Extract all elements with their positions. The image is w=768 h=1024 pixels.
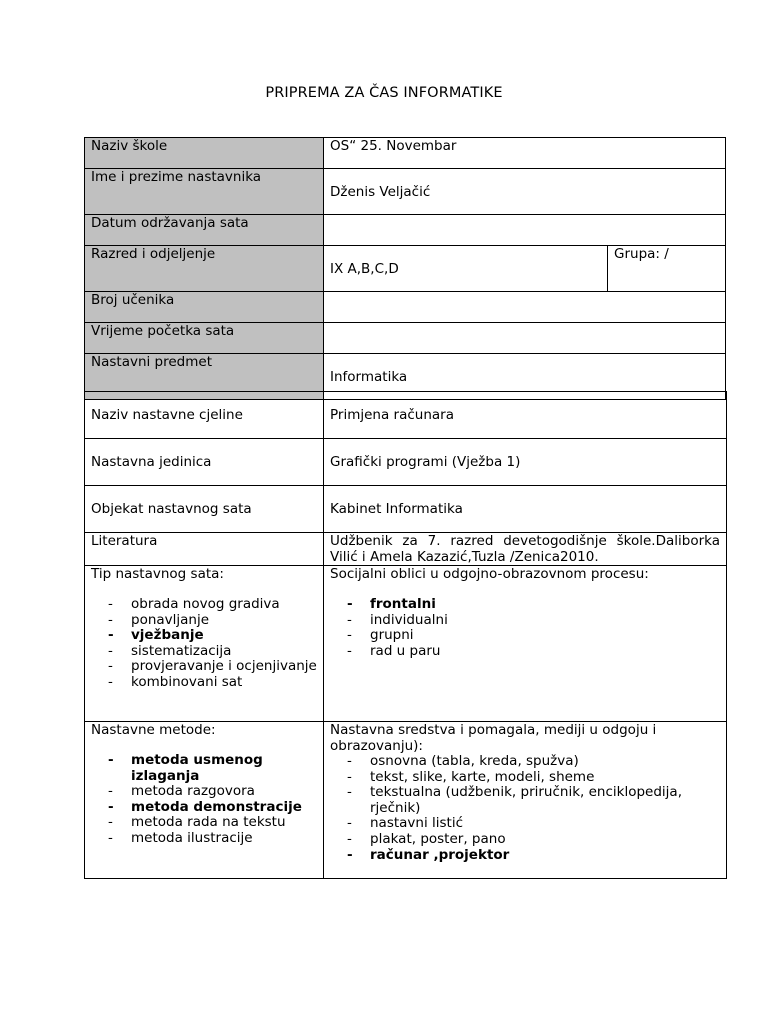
school-label: Naziv škole: [85, 138, 324, 169]
unit-value: Primjena računara: [324, 392, 727, 439]
table-row: [85, 486, 727, 533]
subject-label: Nastavni predmet: [85, 354, 324, 400]
table-row: [85, 138, 726, 169]
info-table: [84, 137, 726, 400]
group-label: Grupa: /: [608, 246, 726, 292]
methods-cell: [85, 722, 324, 879]
lesson-type-list: [91, 597, 317, 691]
list-item: - rad u paru: [330, 644, 720, 660]
teacher-value: Dženis Veljačić: [324, 169, 726, 215]
methods-list: [91, 753, 317, 847]
table-row: [85, 392, 727, 439]
social-forms-list: [330, 597, 720, 659]
document-title: PRIPREMA ZA ČAS INFORMATIKE: [265, 85, 503, 101]
lesson-type-label: Tip nastavnog sata:: [91, 566, 224, 582]
methods-label: Nastavne metode:: [91, 722, 216, 738]
unit-label: Naziv nastavne cjeline: [85, 392, 324, 439]
social-forms-label: Socijalni oblici u odgojno-obrazovnom procesu:: [330, 566, 649, 582]
teacher-label: Ime i prezime nastavnika: [85, 169, 324, 215]
table-row: [85, 566, 727, 722]
list-item: - tekst, slike, karte, modeli, sheme: [330, 770, 720, 786]
list-item: - provjeravanje i ocjenjivanje: [91, 659, 317, 675]
students-value[interactable]: [324, 292, 726, 323]
object-value: Kabinet Informatika: [324, 486, 727, 533]
list-item: - vježbanje: [91, 628, 317, 644]
table-row: [85, 439, 727, 486]
list-item: - obrada novog gradiva: [91, 597, 317, 613]
table-row: [85, 292, 726, 323]
lesson-type-cell: [85, 566, 324, 722]
date-value[interactable]: [324, 215, 726, 246]
topic-label: Nastavna jedinica: [85, 439, 324, 486]
table-row: [85, 215, 726, 246]
list-item: - metoda rada na tekstu: [91, 815, 317, 831]
lesson-table: [84, 391, 727, 879]
class-label: Razred i odjeljenje: [85, 246, 324, 292]
start-time-value[interactable]: [324, 323, 726, 354]
literature-label: Literatura: [85, 533, 324, 566]
list-item: - kombinovani sat: [91, 675, 317, 691]
table-row: [85, 722, 727, 879]
topic-value: Grafički programi (Vježba 1): [324, 439, 727, 486]
table-row: [85, 323, 726, 354]
list-item: - individualni: [330, 613, 720, 629]
class-value: IX A,B,C,D: [324, 246, 608, 292]
social-forms-cell: [324, 566, 727, 722]
date-label: Datum održavanja sata: [85, 215, 324, 246]
school-value: OS“ 25. Novembar: [324, 138, 726, 169]
list-item: - metoda ilustracije: [91, 831, 317, 847]
list-item: - nastavni listić: [330, 816, 720, 832]
list-item: - frontalni: [330, 597, 720, 613]
object-label: Objekat nastavnog sata: [85, 486, 324, 533]
list-item: - grupni: [330, 628, 720, 644]
list-item: - metoda usmenog izlaganja: [91, 753, 317, 784]
list-item: - ponavljanje: [91, 613, 317, 629]
teaching-aids-cell: [324, 722, 727, 879]
table-row: [85, 169, 726, 215]
list-item: - tekstualna (udžbenik, priručnik, enciklopedija, rječnik): [330, 785, 720, 816]
teaching-aids-label: Nastavna sredstva i pomagala, mediji u odgoju i obrazovanju):: [330, 722, 657, 754]
list-item: - plakat, poster, pano: [330, 832, 720, 848]
start-time-label: Vrijeme početka sata: [85, 323, 324, 354]
list-item: - računar ,projektor: [330, 848, 720, 864]
students-label: Broj učenika: [85, 292, 324, 323]
list-item: - metoda demonstracije: [91, 800, 317, 816]
list-item: - osnovna (tabla, kreda, spužva): [330, 754, 720, 770]
list-item: - metoda razgovora: [91, 784, 317, 800]
list-item: - sistematizacija: [91, 644, 317, 660]
teaching-aids-list: [330, 754, 720, 863]
table-row: [85, 533, 727, 566]
literature-value: Udžbenik za 7. razred devetogodišnje škole.Daliborka Vilić i Amela Kazazić,Tuzla /Zenica2010.: [324, 533, 727, 566]
subject-value: Informatika: [324, 354, 726, 400]
table-row: [85, 246, 726, 292]
